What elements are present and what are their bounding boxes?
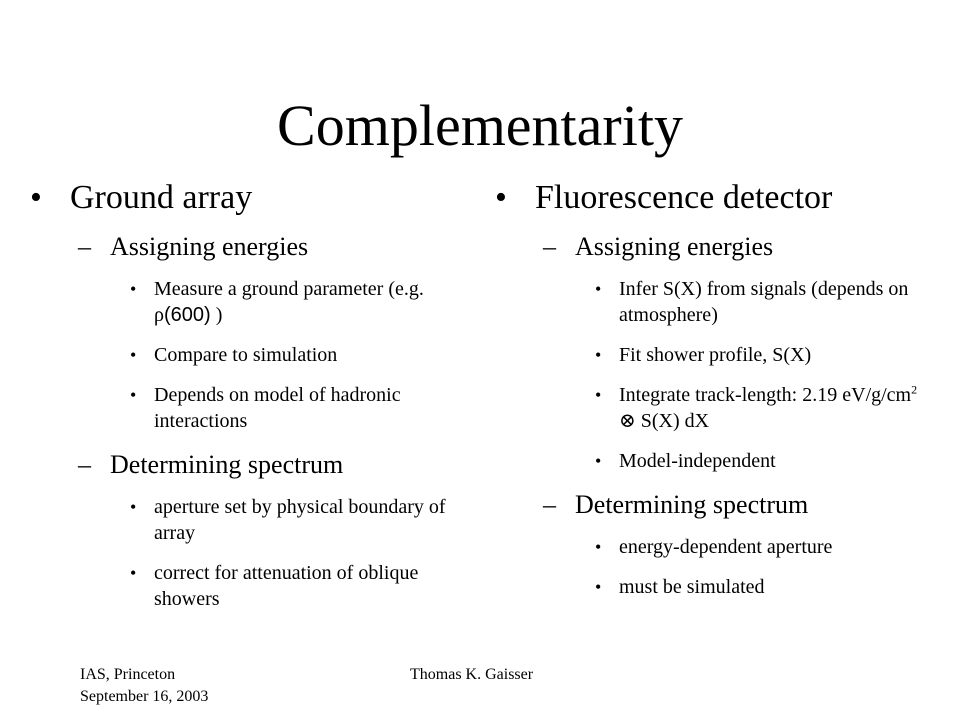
- bullet-icon: •: [595, 577, 602, 597]
- list-item: [30, 342, 480, 368]
- list-item-text: Depends on model of hadronic interactions: [154, 384, 401, 432]
- left-section-determining: [30, 448, 480, 482]
- list-item: [495, 276, 935, 328]
- list-item-text: Model-independent: [619, 450, 776, 472]
- section-label: Assigning energies: [575, 232, 774, 261]
- left-heading: Ground array: [70, 179, 253, 216]
- list-item: [495, 382, 935, 434]
- rho-symbol: ρ: [154, 304, 164, 326]
- list-item: [495, 534, 935, 560]
- footer-venue-name: IAS, Princeton: [80, 666, 176, 683]
- section-label: Determining spectrum: [575, 490, 809, 519]
- list-item-text-end: ⊗ S(X) dX: [619, 410, 710, 432]
- right-heading: Fluorescence detector: [535, 179, 833, 216]
- list-item: [30, 560, 480, 612]
- list-item: [495, 574, 935, 600]
- bullet-icon: •: [130, 279, 137, 299]
- bullet-icon: •: [595, 345, 602, 365]
- bullet-icon: •: [595, 385, 602, 405]
- footer-date: September 16, 2003: [80, 688, 209, 705]
- right-column: [495, 178, 935, 614]
- bullet-icon: •: [130, 385, 137, 405]
- slide-title: Complementarity: [277, 93, 683, 158]
- bullet-icon: •: [130, 563, 137, 583]
- list-item-text: Infer S(X) from signals (depends on atmosphere): [619, 278, 909, 326]
- left-section-assigning: [30, 230, 480, 264]
- footer-author: Thomas K. Gaisser: [410, 666, 534, 683]
- left-heading-item: [30, 178, 480, 218]
- dash-icon: –: [543, 232, 556, 261]
- bullet-icon: •: [595, 451, 602, 471]
- footer-venue: [80, 664, 320, 708]
- bullet-icon: •: [130, 345, 137, 365]
- list-item-text: aperture set by physical boundary of array: [154, 496, 446, 544]
- list-item: [495, 342, 935, 368]
- section-label: Determining spectrum: [110, 450, 344, 479]
- dash-icon: –: [78, 450, 91, 479]
- list-item-text: Measure a ground parameter (e.g.: [154, 278, 424, 300]
- bullet-icon: •: [595, 537, 602, 557]
- list-item-text: Fit shower profile, S(X): [619, 344, 812, 366]
- list-item: [30, 494, 480, 546]
- list-item-text-end: ): [210, 304, 223, 326]
- list-item-text: correct for attenuation of oblique showers: [154, 562, 419, 610]
- list-item-text: energy-dependent aperture: [619, 536, 833, 558]
- left-column: [30, 178, 480, 626]
- list-item-text: Compare to simulation: [154, 344, 338, 366]
- dash-icon: –: [543, 490, 556, 519]
- right-section-assigning: [495, 230, 935, 264]
- bullet-icon: •: [130, 497, 137, 517]
- superscript: 2: [911, 382, 918, 397]
- list-item: [30, 382, 480, 434]
- list-item-text: Integrate track-length: 2.19 eV/g/cm: [619, 384, 912, 406]
- right-section-determining: [495, 488, 935, 522]
- rho-value: (600): [163, 304, 211, 326]
- right-heading-item: [495, 178, 935, 218]
- bullet-icon: •: [595, 279, 602, 299]
- list-item-text: must be simulated: [619, 576, 765, 598]
- list-item: [495, 448, 935, 474]
- dash-icon: –: [78, 232, 91, 261]
- bullet-icon: •: [495, 179, 507, 216]
- section-label: Assigning energies: [110, 232, 309, 261]
- list-item: [30, 276, 480, 328]
- bullet-icon: •: [30, 179, 42, 216]
